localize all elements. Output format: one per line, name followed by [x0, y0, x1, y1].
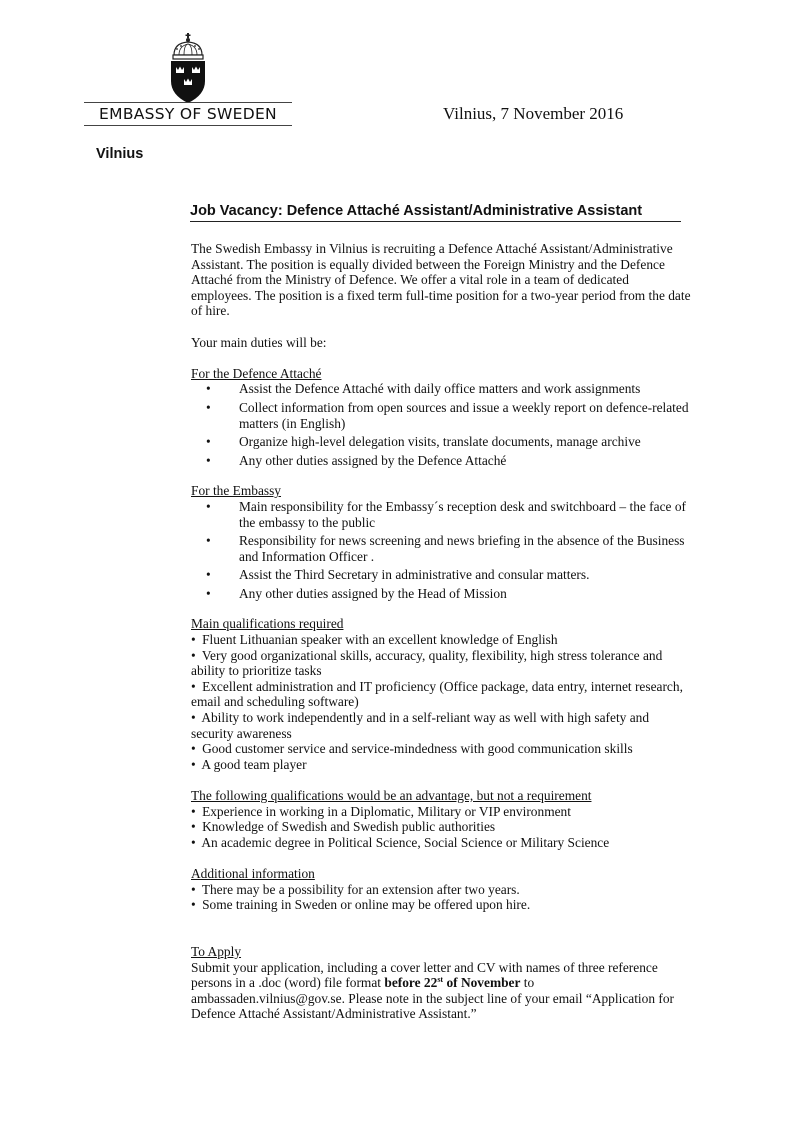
letter-date: Vilnius, 7 November 2016 — [443, 104, 624, 123]
embassy-duties-list — [191, 499, 691, 602]
title-block — [190, 202, 681, 222]
list-item: • Main responsibility for the Embassy´s reception desk and switchboard – the face of the embassy to the public — [206, 498, 686, 530]
logo-rule-top — [84, 102, 292, 103]
contact-email[interactable]: ambassaden.vilnius@gov.se — [191, 990, 342, 1006]
bullet-icon: • — [206, 498, 211, 514]
section-heading-embassy: For the Embassy — [191, 483, 282, 499]
city-label: Vilnius — [96, 146, 144, 162]
bullet-icon: • — [206, 585, 211, 601]
bullet-icon: • — [191, 647, 196, 663]
section-heading-additional-info: Additional information — [191, 865, 315, 881]
bullet-icon: • — [191, 710, 196, 726]
apply-instructions: Submit your application, including a cover letter and CV with names of three reference persons in a .doc (word) file format before 22st of November to ambassaden.vilnius@gov.se. Please note in the subject line of your email “Application for Defence Attaché Assistant/Administrative Assistant.” — [191, 959, 675, 1022]
list-item: • Assist the Defence Attaché with daily office matters and work assignments — [206, 381, 641, 397]
section-heading-main-qualifications: Main qualifications required — [191, 616, 344, 632]
list-item: • Collect information from open sources and issue a weekly report on defence-related matters (in English) — [206, 399, 689, 431]
bullet-icon: • — [191, 834, 196, 850]
bullet-icon: • — [191, 819, 196, 835]
list-item: • Knowledge of Swedish and Swedish public authorities — [191, 819, 496, 835]
list-item: • Assist the Third Secretary in administrative and consular matters. — [206, 567, 590, 583]
bullet-icon: • — [206, 567, 211, 583]
defence-attache-duties-list — [191, 381, 691, 468]
list-item: • Organize high-level delegation visits, translate documents, manage archive — [206, 434, 641, 450]
bullet-icon: • — [206, 381, 211, 397]
list-item: • Responsibility for news screening and news briefing in the absence of the Business and Information Officer . — [206, 533, 685, 564]
section-heading-to-apply: To Apply — [191, 943, 242, 959]
advantage-qualifications-list — [191, 804, 691, 851]
bullet-icon: • — [191, 678, 196, 694]
intro-paragraph: The Swedish Embassy in Vilnius is recruiting a Defence Attaché Assistant/Administrative Assistant. The position is equally divided between the Foreign Ministry and the Defence Attaché from the Ministry of Defence. We offer a vital role in a team of dedicated employees. The position is a fixed term full-time position for a two-year period from the date of hire. — [191, 241, 691, 319]
list-item: • Ability to work independently and in a self-reliant way as well with high safety and security awareness — [191, 710, 650, 741]
crown-shield-three-crowns-icon — [168, 33, 208, 105]
page-title: Job Vacancy: Defence Attaché Assistant/Administrative Assistant — [190, 203, 643, 219]
list-item: • Some training in Sweden or online may be offered upon hire. — [191, 897, 531, 913]
bullet-icon: • — [206, 452, 211, 468]
logo-rule-bottom — [84, 125, 292, 126]
application-deadline: before 22st of November — [384, 975, 521, 991]
list-item: • An academic degree in Political Science, Social Science or Military Science — [191, 834, 610, 850]
additional-info-list — [191, 882, 691, 913]
list-item: • Good customer service and service-mindedness with good communication skills — [191, 741, 633, 757]
section-heading-advantage-qualifications: The following qualifications would be an advantage, but not a requirement — [191, 788, 592, 803]
bullet-icon: • — [206, 533, 211, 549]
list-item: • Any other duties assigned by the Defence Attaché — [206, 452, 507, 468]
list-item: • Experience in working in a Diplomatic, Military or VIP environment — [191, 803, 571, 819]
section-heading-defence-attache: For the Defence Attaché — [191, 365, 322, 381]
list-item: • There may be a possibility for an extension after two years. — [191, 881, 520, 897]
bullet-icon: • — [191, 741, 196, 757]
bullet-icon: • — [191, 897, 196, 913]
list-item: • Excellent administration and IT proficiency (Office package, data entry, internet research, email and scheduling software) — [191, 678, 683, 710]
list-item: • Very good organizational skills, accuracy, quality, flexibility, high stress tolerance and ability to prioritize tasks — [191, 647, 663, 679]
bullet-icon: • — [191, 632, 196, 648]
bullet-icon: • — [191, 756, 196, 772]
main-qualifications-list — [191, 632, 691, 772]
bullet-icon: • — [191, 881, 196, 897]
list-item: • Fluent Lithuanian speaker with an excellent knowledge of English — [191, 632, 558, 648]
bullet-icon: • — [206, 434, 211, 450]
logo-wordmark: EMBASSY OF SWEDEN — [99, 105, 277, 123]
document-body — [191, 241, 691, 1022]
list-item: • Any other duties assigned by the Head of Mission — [206, 585, 507, 601]
bullet-icon: • — [191, 803, 196, 819]
list-item: • A good team player — [191, 756, 307, 772]
bullet-icon: • — [206, 399, 211, 415]
duties-lead: Your main duties will be: — [191, 334, 327, 350]
embassy-logo — [84, 33, 292, 125]
